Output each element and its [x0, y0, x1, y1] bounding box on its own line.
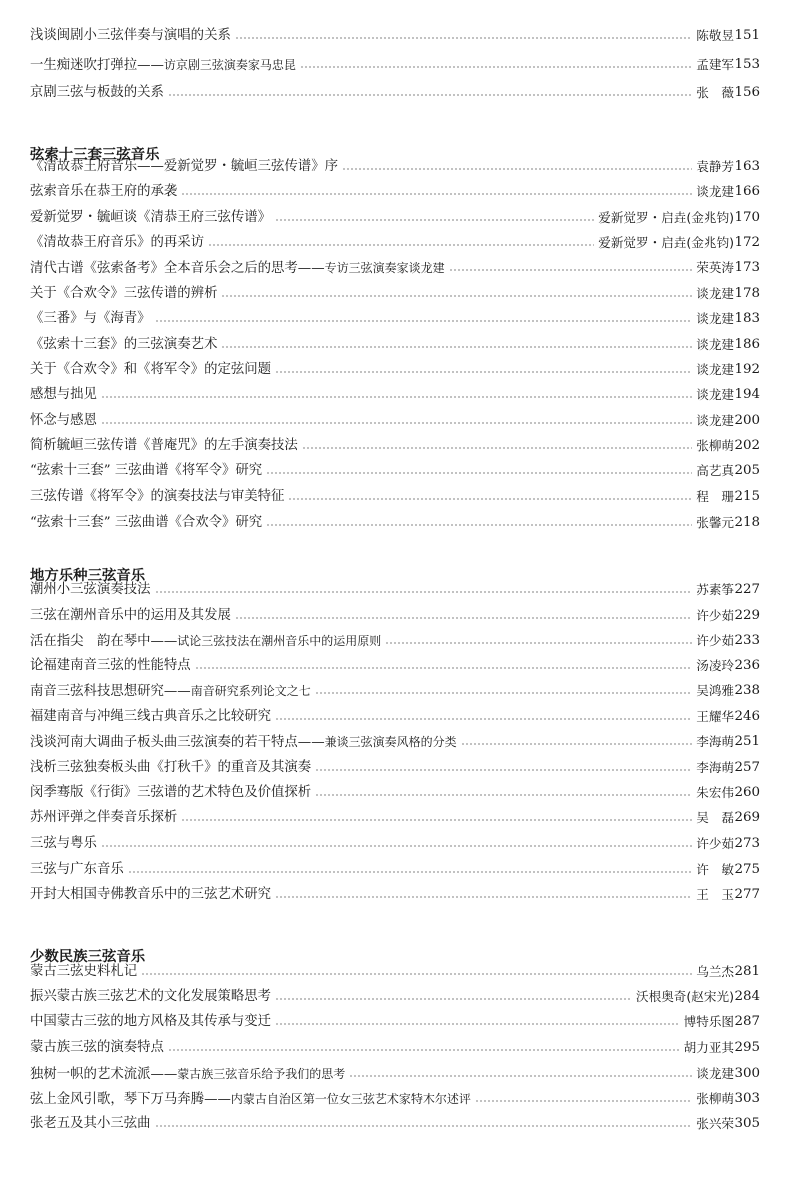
entry-title-main: 《清故恭王府音乐——爱新觉罗・毓峘三弦传谱》序 [30, 159, 338, 174]
toc-entry[interactable] [30, 256, 760, 280]
entry-title-main: “弦索十三套” 三弦曲谱《将军令》研究 [30, 463, 263, 478]
entry-title [30, 383, 97, 407]
entry-title-main: 《三番》与《海青》 [30, 311, 151, 326]
entry-title-main: 浅析三弦独奏板头曲《打秋千》的重音及其演奏 [30, 760, 312, 775]
entry-title-main: 活在指尖 韵在琴中—— [30, 633, 178, 649]
entry-title [30, 858, 124, 882]
entry-page-number: 300 [734, 1066, 760, 1081]
entry-title-main: 关于《合欢令》和《将军令》的定弦问题 [30, 362, 272, 377]
toc-entry[interactable] [30, 604, 760, 628]
entry-title [30, 358, 271, 382]
entry-title-main: 弦索音乐在恭王府的承袭 [30, 184, 178, 199]
entry-title [30, 654, 191, 678]
entry-author: 李海萌 [696, 760, 734, 775]
toc-entry[interactable] [30, 756, 760, 780]
entry-page-number: 260 [734, 785, 760, 800]
entry-title-main: 一生痴迷吹打弹拉—— [30, 57, 164, 73]
entry-author: 荣英涛 [696, 260, 734, 275]
entry-author: 张馨元 [696, 515, 734, 530]
entry-page-number: 153 [734, 57, 760, 72]
dot-leader [101, 845, 692, 847]
entry-page-number: 183 [734, 311, 760, 326]
dot-leader [155, 1125, 693, 1127]
entry-title-main: 《清故恭王府音乐》的再采访 [30, 235, 205, 250]
dot-leader [168, 94, 692, 96]
dot-leader [475, 1100, 692, 1102]
entry-page-number: 305 [734, 1116, 760, 1131]
entry-title-main: 简析毓峘三弦传谱《普庵咒》的左手演奏技法 [30, 438, 298, 453]
entry-author: 许少茹 [696, 608, 734, 623]
entry-page-number: 257 [734, 760, 760, 775]
dot-leader [275, 718, 692, 720]
entry-page-number: 277 [734, 887, 760, 902]
dot-leader [101, 422, 692, 424]
entry-author: 谈龙建 [696, 387, 734, 402]
entry-title [30, 730, 457, 755]
dot-leader [288, 498, 692, 500]
entry-author: 袁静芳 [696, 159, 734, 174]
entry-title [30, 1062, 345, 1087]
entry-page-number: 170 [734, 210, 760, 225]
entry-title-main: 张老五及其小三弦曲 [30, 1116, 151, 1131]
entry-title-main: 浅谈河南大调曲子板头曲三弦演奏的若干特点—— [30, 734, 325, 750]
entry-title-main: 南音三弦科技思想研究—— [30, 683, 191, 699]
entry-page-number: 192 [734, 362, 760, 377]
entry-title-main: 潮州小三弦演奏技法 [30, 582, 151, 597]
dot-leader [221, 346, 692, 348]
entry-page-number: 284 [734, 989, 760, 1004]
dot-leader [141, 973, 692, 975]
entry-author: 高艺真 [696, 463, 734, 478]
toc-entry[interactable] [30, 679, 760, 703]
entry-subtitle: 南音研究系列论文之七 [190, 683, 311, 698]
entry-title [30, 781, 311, 805]
entry-title [30, 806, 177, 830]
toc-entry[interactable] [30, 1112, 760, 1136]
dot-leader [208, 244, 594, 246]
entry-title [30, 485, 284, 509]
entry-author: 乌兰杰 [696, 964, 734, 979]
entry-author: 谈龙建 [696, 1066, 734, 1081]
entry-author: 谈龙建 [696, 184, 734, 199]
entry-author: 程 珊 [696, 489, 734, 504]
entry-title [30, 1087, 471, 1112]
entry-page-number: 205 [734, 463, 760, 478]
entry-title-main: 振兴蒙古族三弦艺术的文化发展策略思考 [30, 989, 272, 1004]
entry-page-number: 166 [734, 184, 760, 199]
entry-page-number: 273 [734, 836, 760, 851]
entry-author: 爱新觉罗・启垚(金兆钧) [598, 210, 734, 225]
toc-entry[interactable] [30, 858, 760, 882]
dot-leader [461, 743, 693, 745]
dot-leader [155, 591, 693, 593]
section-heading: 地方乐种三弦音乐 [30, 568, 146, 584]
entry-author: 许少茹 [696, 836, 734, 851]
entry-title [30, 180, 177, 204]
entry-title-main: 蒙古三弦史料札记 [30, 964, 138, 979]
entry-author: 苏素筝 [696, 582, 734, 597]
dot-leader [181, 819, 692, 821]
toc-entry[interactable] [30, 578, 760, 602]
entry-page-number: 229 [734, 608, 760, 623]
entry-title [30, 756, 311, 780]
dot-leader [302, 447, 692, 449]
toc-entry[interactable] [30, 206, 760, 230]
entry-page-number: 186 [734, 337, 760, 352]
entry-page-number: 275 [734, 862, 760, 877]
entry-page-number: 287 [734, 1014, 760, 1029]
entry-subtitle: 兼谈三弦演奏风格的分类 [324, 734, 457, 749]
entry-author: 胡力亚其 [683, 1040, 734, 1055]
dot-leader [275, 371, 692, 373]
entry-title [30, 705, 271, 729]
entry-title [30, 832, 97, 856]
entry-title-main: 《弦索十三套》的三弦演奏艺术 [30, 337, 218, 352]
toc-entry[interactable] [30, 985, 760, 1009]
entry-subtitle: 访京剧三弦演奏家马忠昆 [163, 57, 296, 72]
entry-title [30, 604, 231, 628]
entry-title-main: 论福建南音三弦的性能特点 [30, 658, 191, 673]
entry-title [30, 1010, 271, 1034]
entry-title [30, 53, 296, 78]
entry-author: 谈龙建 [696, 337, 734, 352]
entry-title [30, 629, 381, 654]
entry-author: 谈龙建 [696, 286, 734, 301]
entry-title [30, 333, 217, 357]
entry-title [30, 511, 262, 535]
entry-title [30, 1036, 164, 1060]
entry-title [30, 282, 217, 306]
entry-title-main: 爱新觉罗・毓峘谈《清恭王府三弦传谱》 [30, 210, 272, 225]
entry-page-number: 238 [734, 683, 760, 698]
entry-author: 李海萌 [696, 734, 734, 749]
entry-title [30, 307, 151, 331]
entry-page-number: 233 [734, 633, 760, 648]
toc-entry[interactable] [30, 307, 760, 331]
entry-title-main: 关于《合欢令》三弦传谱的辨析 [30, 286, 218, 301]
entry-subtitle: 蒙古族三弦音乐给予我们的思考 [177, 1066, 346, 1081]
toc-entry[interactable] [30, 459, 760, 483]
entry-title-main: 感想与拙见 [30, 387, 97, 402]
entry-title-main: “弦索十三套” 三弦曲谱《合欢令》研究 [30, 515, 263, 530]
entry-page-number: 236 [734, 658, 760, 673]
dot-leader [266, 524, 692, 526]
entry-author: 朱宏伟 [696, 785, 734, 800]
entry-subtitle: 专访三弦演奏家谈龙建 [324, 260, 445, 275]
entry-title-main: 京剧三弦与板鼓的关系 [30, 85, 164, 100]
entry-title [30, 256, 445, 281]
entry-author: 汤凌玲 [696, 658, 734, 673]
dot-leader [168, 1049, 680, 1051]
dot-leader [275, 896, 692, 898]
entry-title-main: 三弦与粤乐 [30, 836, 97, 851]
entry-page-number: 173 [734, 260, 760, 275]
entry-subtitle: 内蒙古自治区第一位女三弦艺术家特木尔述评 [230, 1091, 471, 1106]
toc-entry[interactable] [30, 629, 760, 653]
entry-title [30, 985, 271, 1009]
dot-leader [155, 320, 693, 322]
dot-leader [275, 219, 594, 221]
entry-author: 张 薇 [696, 85, 734, 100]
entry-title-main: 中国蒙古三弦的地方风格及其传承与变迁 [30, 1014, 272, 1029]
entry-author: 许少茹 [696, 633, 734, 648]
entry-title-main: 独树一帜的艺术流派—— [30, 1066, 178, 1082]
entry-author: 孟建军 [696, 57, 734, 72]
toc-entry[interactable] [30, 1036, 760, 1060]
entry-title [30, 434, 298, 458]
entry-title [30, 206, 271, 230]
toc-entry[interactable] [30, 781, 760, 805]
dot-leader [385, 642, 692, 644]
dot-leader [181, 193, 692, 195]
dot-leader [315, 794, 692, 796]
dot-leader [275, 998, 632, 1000]
toc-entry[interactable] [30, 24, 760, 48]
entry-title [30, 459, 262, 483]
toc-entry[interactable] [30, 1062, 760, 1086]
entry-author: 爱新觉罗・启垚(金兆钧) [598, 235, 734, 250]
entry-author: 陈敬昱 [696, 28, 734, 43]
entry-title-main: 怀念与感恩 [30, 413, 97, 428]
toc-entry[interactable] [30, 358, 760, 382]
entry-page-number: 151 [734, 28, 760, 43]
dot-leader [275, 1023, 680, 1025]
dot-leader [349, 1075, 692, 1077]
toc-entry[interactable] [30, 832, 760, 856]
dot-leader [342, 168, 692, 170]
entry-page-number: 295 [734, 1040, 760, 1055]
entry-title-main: 闵季骞版《行街》三弦谱的艺术特色及价值探析 [30, 785, 312, 800]
toc-entry[interactable] [30, 155, 760, 179]
entry-title [30, 1112, 151, 1136]
entry-page-number: 281 [734, 964, 760, 979]
entry-author: 沃根奥奇(赵宋光) [636, 989, 734, 1004]
entry-author: 王 玉 [696, 887, 734, 902]
toc-entry[interactable] [30, 806, 760, 830]
dot-leader [221, 295, 692, 297]
toc-entry[interactable] [30, 730, 760, 754]
entry-title-main: 三弦在潮州音乐中的运用及其发展 [30, 608, 231, 623]
entry-page-number: 303 [734, 1091, 760, 1106]
entry-author: 谈龙建 [696, 362, 734, 377]
entry-title-main: 三弦传谱《将军令》的演奏技法与审美特征 [30, 489, 285, 504]
entry-author: 谈龙建 [696, 311, 734, 326]
entry-page-number: 156 [734, 85, 760, 100]
toc-entry[interactable] [30, 282, 760, 306]
dot-leader [101, 396, 692, 398]
dot-leader [235, 37, 692, 39]
entry-title-main: 福建南音与冲绳三线古典音乐之比较研究 [30, 709, 272, 724]
toc-entry[interactable] [30, 409, 760, 433]
entry-title [30, 24, 231, 48]
entry-title [30, 883, 271, 907]
entry-page-number: 269 [734, 810, 760, 825]
toc-entry[interactable] [30, 1010, 760, 1034]
toc-entry[interactable] [30, 960, 760, 984]
entry-title [30, 155, 338, 179]
entry-page-number: 202 [734, 438, 760, 453]
entry-author: 王耀华 [696, 709, 734, 724]
toc-entry[interactable] [30, 180, 760, 204]
toc-entry[interactable] [30, 705, 760, 729]
dot-leader [195, 667, 693, 669]
entry-page-number: 163 [734, 159, 760, 174]
entry-title [30, 578, 151, 602]
entry-title [30, 409, 97, 433]
toc-entry[interactable] [30, 333, 760, 357]
entry-author: 博特乐图 [683, 1014, 734, 1029]
entry-author: 张柳萌 [696, 1091, 734, 1106]
dot-leader [128, 871, 692, 873]
entry-subtitle: 试论三弦技法在潮州音乐中的运用原则 [177, 633, 382, 648]
entry-page-number: 218 [734, 515, 760, 530]
entry-title-main: 蒙古族三弦的演奏特点 [30, 1040, 164, 1055]
dot-leader [266, 472, 692, 474]
section-heading: 少数民族三弦音乐 [30, 949, 146, 965]
entry-author: 张兴荣 [696, 1116, 734, 1131]
entry-author: 吴鸿雅 [696, 683, 734, 698]
toc-entry[interactable] [30, 654, 760, 678]
entry-page-number: 251 [734, 734, 760, 749]
entry-title-main: 苏州评弹之伴奏音乐探析 [30, 810, 178, 825]
entry-page-number: 227 [734, 582, 760, 597]
toc-entry[interactable] [30, 383, 760, 407]
entry-title [30, 81, 164, 105]
toc-entry[interactable] [30, 231, 760, 255]
entry-author: 谈龙建 [696, 413, 734, 428]
entry-title-main: 弦上金风引歌，琴下万马奔腾—— [30, 1091, 231, 1107]
dot-leader [315, 769, 692, 771]
toc-entry[interactable] [30, 511, 760, 535]
entry-title-main: 开封大相国寺佛教音乐中的三弦艺术研究 [30, 887, 272, 902]
entry-author: 张柳萌 [696, 438, 734, 453]
dot-leader [449, 269, 693, 271]
entry-title [30, 679, 311, 704]
entry-page-number: 200 [734, 413, 760, 428]
entry-title [30, 960, 137, 984]
entry-page-number: 194 [734, 387, 760, 402]
toc-entry[interactable] [30, 1087, 760, 1111]
dot-leader [235, 617, 692, 619]
toc-entry[interactable] [30, 883, 760, 907]
dot-leader [300, 66, 692, 68]
dot-leader [315, 692, 693, 694]
entry-title-main: 三弦与广东音乐 [30, 862, 124, 877]
toc-entry[interactable] [30, 434, 760, 458]
entry-page-number: 246 [734, 709, 760, 724]
entry-title [30, 231, 204, 255]
entry-author: 许 敏 [696, 862, 734, 877]
toc-entry[interactable] [30, 81, 760, 105]
toc-entry[interactable] [30, 485, 760, 509]
entry-page-number: 178 [734, 286, 760, 301]
entry-page-number: 215 [734, 489, 760, 504]
entry-author: 吴 磊 [696, 810, 734, 825]
toc-entry[interactable] [30, 53, 760, 77]
entry-page-number: 172 [734, 235, 760, 250]
entry-title-main: 清代古谱《弦索备考》全本音乐会之后的思考—— [30, 260, 325, 276]
entry-title-main: 浅谈闽剧小三弦伴奏与演唱的关系 [30, 28, 231, 43]
section-heading: 弦索十三套三弦音乐 [30, 147, 160, 163]
